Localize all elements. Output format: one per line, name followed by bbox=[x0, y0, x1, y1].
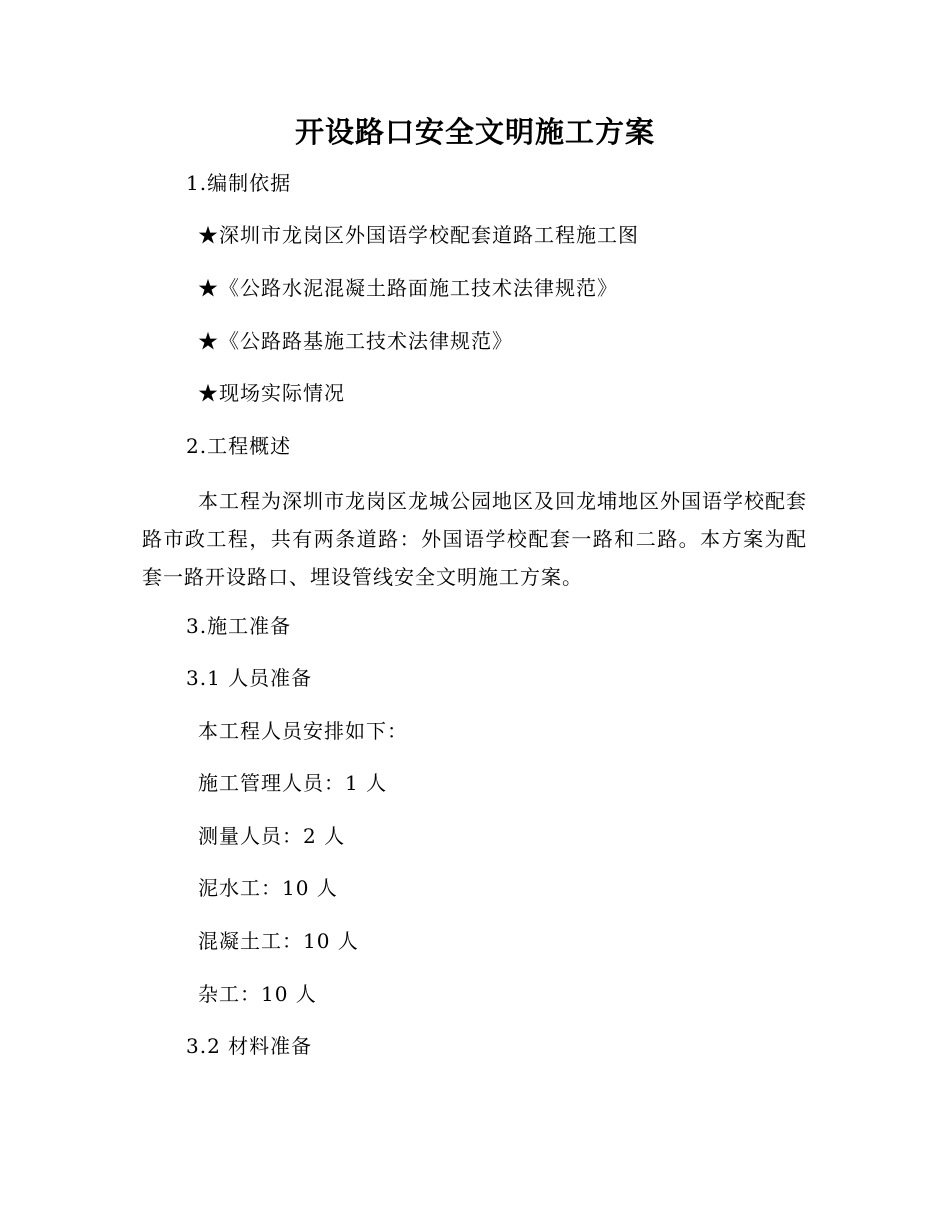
subsection-heading-personnel: 3.1 人员准备 bbox=[186, 666, 313, 690]
staff-item: 测量人员：2 人 bbox=[198, 824, 346, 848]
personnel-intro: 本工程人员安排如下： bbox=[198, 719, 408, 743]
basis-item: ★深圳市龙岗区外国语学校配套道路工程施工图 bbox=[198, 223, 639, 247]
section-heading-basis: 1.编制依据 bbox=[186, 171, 292, 195]
section-heading-preparation: 3.施工准备 bbox=[186, 614, 292, 638]
basis-item: ★《公路路基施工技术法律规范》 bbox=[198, 329, 513, 353]
subsection-heading-materials: 3.2 材料准备 bbox=[186, 1034, 313, 1058]
section-heading-overview: 2.工程概述 bbox=[186, 434, 292, 458]
staff-item: 杂工：10 人 bbox=[198, 982, 317, 1006]
staff-item: 混凝土工：10 人 bbox=[198, 929, 359, 953]
overview-paragraph: 本工程为深圳市龙岗区龙城公园地区及回龙埔地区外国语学校配套路市政工程，共有两条道路：外国语学校配套一路和二路。本方案为配套一路开设路口、埋设管线安全文明施工方案。 bbox=[142, 489, 807, 589]
basis-item: ★现场实际情况 bbox=[198, 381, 345, 405]
document-title: 开设路口安全文明施工方案 bbox=[294, 115, 655, 149]
basis-item: ★《公路水泥混凝土路面施工技术法律规范》 bbox=[198, 276, 618, 300]
staff-item: 施工管理人员：1 人 bbox=[198, 771, 388, 795]
staff-item: 泥水工：10 人 bbox=[198, 876, 338, 900]
